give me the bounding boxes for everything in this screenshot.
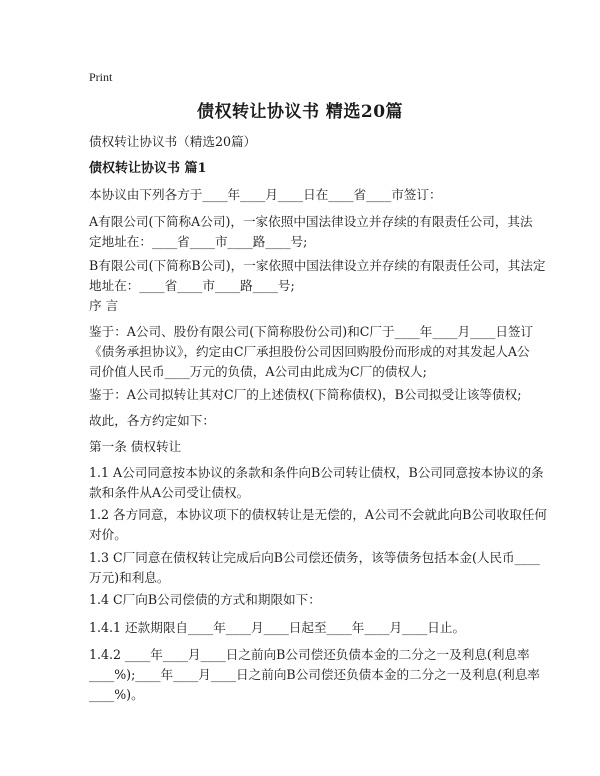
paragraph-line: 1.2 各方同意，本协议项下的债权转让是无偿的，A公司不会就此向B公司收取任何 xyxy=(89,507,547,522)
paragraph-line: 1.3 C厂同意在债权转让完成后向B公司偿还债务，该等债务包括本金(人民币____ xyxy=(89,550,540,565)
article-heading xyxy=(89,437,519,457)
paragraph-line: ____%);____年____月____日之前向B公司偿还负债本金的二分之一及利息(利息率 xyxy=(89,667,540,682)
paragraph-line: 序 言 xyxy=(89,298,119,313)
paragraph-line: 定地址在：____省____市____路____号; xyxy=(89,234,308,249)
paragraph-preface xyxy=(89,296,519,316)
clause-1-1 xyxy=(89,463,544,503)
clause-1-2 xyxy=(89,505,547,545)
paragraph-signing xyxy=(89,185,519,205)
paragraph-party-a xyxy=(89,212,533,252)
paragraph-line: 1.1 A公司同意按本协议的条款和条件向B公司转让债权，B公司同意按本协议的条 xyxy=(89,465,544,480)
subtitle-text: 债权转让协议书（精选20篇） xyxy=(89,134,257,149)
clause-1-4 xyxy=(89,590,519,610)
paragraph-line: 1.4 C厂向B公司偿债的方式和期限如下： xyxy=(89,592,321,607)
paragraph-line: 款和条件从A公司受让债权。 xyxy=(89,485,250,500)
clause-1-4-1 xyxy=(89,618,519,638)
paragraph-line: 1.4.1 还款期限自____年____月____日起至____年____月____日止。 xyxy=(89,620,466,635)
paragraph-line: 本协议由下列各方于____年____月____日在____省____市签订： xyxy=(89,187,442,202)
document-title: 债权转让协议书 精选20篇 xyxy=(196,102,404,122)
paragraph-line: ____%)。 xyxy=(89,687,144,702)
paragraph-line: 故此，各方约定如下： xyxy=(89,413,215,428)
paragraph-line: 鉴于：A公司拟转让其对C厂的上述债权(下简称债权)，B公司拟受让该等债权; xyxy=(89,387,522,402)
paragraph-whereas-2 xyxy=(89,385,522,405)
paragraph-line: 《债务承担协议》，约定由C厂承担股份公司因回购股份而形成的对其发起人A公 xyxy=(89,344,530,359)
clause-1-3 xyxy=(89,548,540,588)
paragraph-line: 1.4.2 ____年____月____日之前向B公司偿还负债本金的二分之一及利息(利息率 xyxy=(89,647,530,662)
paragraph-line: B有限公司(下简称B公司)，一家依照中国法律设立并存续的有限责任公司，其法定 xyxy=(89,258,546,273)
section-heading-text: 债权转让协议书 篇1 xyxy=(89,161,207,176)
section-heading xyxy=(89,159,519,179)
clause-1-4-2 xyxy=(89,645,540,705)
paragraph-line: 第一条 债权转让 xyxy=(89,439,182,454)
paragraph-line: 万元)和利息。 xyxy=(89,570,170,585)
paragraph-line: 对价。 xyxy=(89,527,127,542)
print-label: Print xyxy=(89,70,113,84)
paragraph-party-b xyxy=(89,256,546,296)
document-subtitle xyxy=(89,132,519,152)
paragraph-line: A有限公司(下简称A公司)，一家依照中国法律设立并存续的有限责任公司，其法 xyxy=(89,214,533,229)
paragraph-therefore xyxy=(89,411,519,431)
paragraph-line: 司价值人民币____万元的负债，A公司由此成为C厂的债权人; xyxy=(89,364,427,379)
paragraph-whereas-1 xyxy=(89,322,534,382)
paragraph-line: 鉴于：A公司、股份有限公司(下简称股份公司)和C厂于____年____月____日签订 xyxy=(89,324,534,339)
paragraph-line: 地址在：____省____市____路____号; xyxy=(89,278,295,293)
